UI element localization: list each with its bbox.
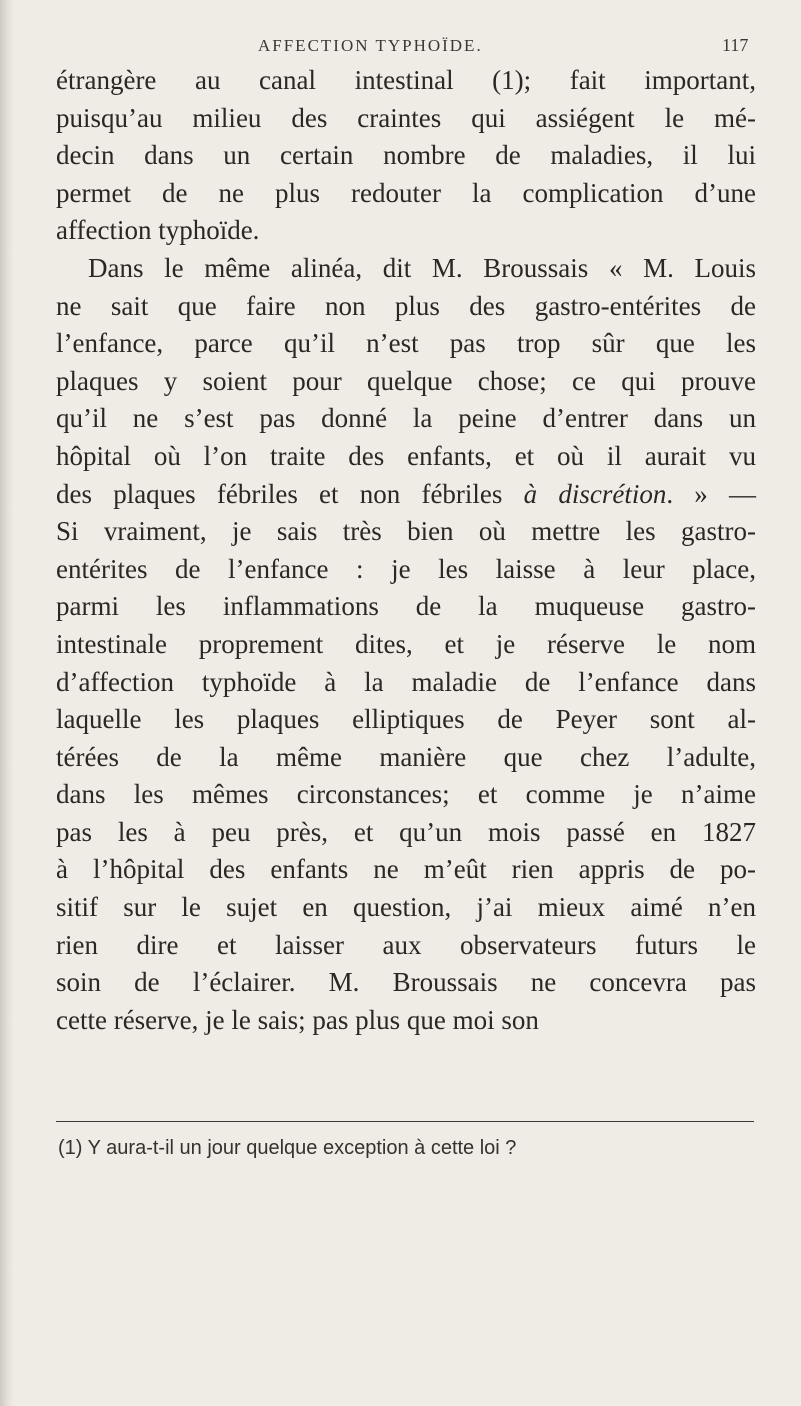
binding-shadow — [0, 0, 14, 1406]
text-line: des plaques fébriles et non fébriles à discrétion. » — — [56, 478, 756, 509]
text-line: dans les mêmes circonstances; et comme je n’aime — [56, 779, 756, 810]
text-line: affection typhoïde. — [56, 215, 260, 246]
text-line: laquelle les plaques elliptiques de Peyer sont al- — [56, 704, 756, 735]
text-line: plaques y soient pour quelque chose; ce qui prouve — [56, 365, 756, 396]
footnote: (1) Y aura-t-il un jour quelque exception à cette loi ? — [58, 1137, 517, 1159]
text-line: d’affection typhoïde à la maladie de l’enfance dans — [56, 666, 756, 697]
text-line: hôpital où l’on traite des enfants, et où il aurait vu — [56, 440, 756, 471]
body-text — [56, 62, 756, 1039]
text-line: Si vraiment, je sais très bien où mettre les gastro- — [56, 516, 756, 547]
text-line: l’enfance, parce qu’il n’est pas trop sûr que les — [56, 328, 756, 359]
text-line: ne sait que faire non plus des gastro-entérites de — [56, 290, 756, 321]
text-line: sitif sur le sujet en question, j’ai mieux aimé n’en — [56, 892, 756, 923]
text-line: Dans le même alinéa, dit M. Broussais « M. Louis — [88, 252, 756, 283]
text-line: intestinale proprement dites, et je réserve le nom — [56, 628, 756, 659]
text-line: étrangère au canal intestinal (1); fait important, — [56, 65, 756, 95]
text-line: soin de l’éclairer. M. Broussais ne concevra pas — [56, 967, 756, 998]
text-line: parmi les inflammations de la muqueuse gastro- — [56, 591, 756, 622]
text-line: entérites de l’enfance : je les laisse à leur place, — [56, 553, 756, 584]
text-line: pas les à peu près, et qu’un mois passé en 1827 — [56, 816, 756, 847]
text-line: cette réserve, je le sais; pas plus que moi son — [56, 1004, 539, 1035]
text-line: decin dans un certain nombre de maladies, il lui — [56, 140, 756, 171]
text-line: térées de la même manière que chez l’adulte, — [56, 741, 756, 772]
page-number: 117 — [722, 35, 749, 55]
text-line: permet de ne plus redouter la complication d’une — [56, 177, 756, 208]
running-title: AFFECTION TYPHOÏDE. — [258, 36, 483, 55]
text-line: puisqu’au milieu des craintes qui assiégent le mé- — [56, 102, 756, 133]
text-line: rien dire et laisser aux observateurs futurs le — [56, 929, 756, 960]
text-line: qu’il ne s’est pas donné la peine d’entrer dans un — [56, 403, 756, 434]
text-line: à l’hôpital des enfants ne m’eût rien appris de po- — [56, 854, 756, 885]
footnote-rule — [56, 1121, 754, 1122]
